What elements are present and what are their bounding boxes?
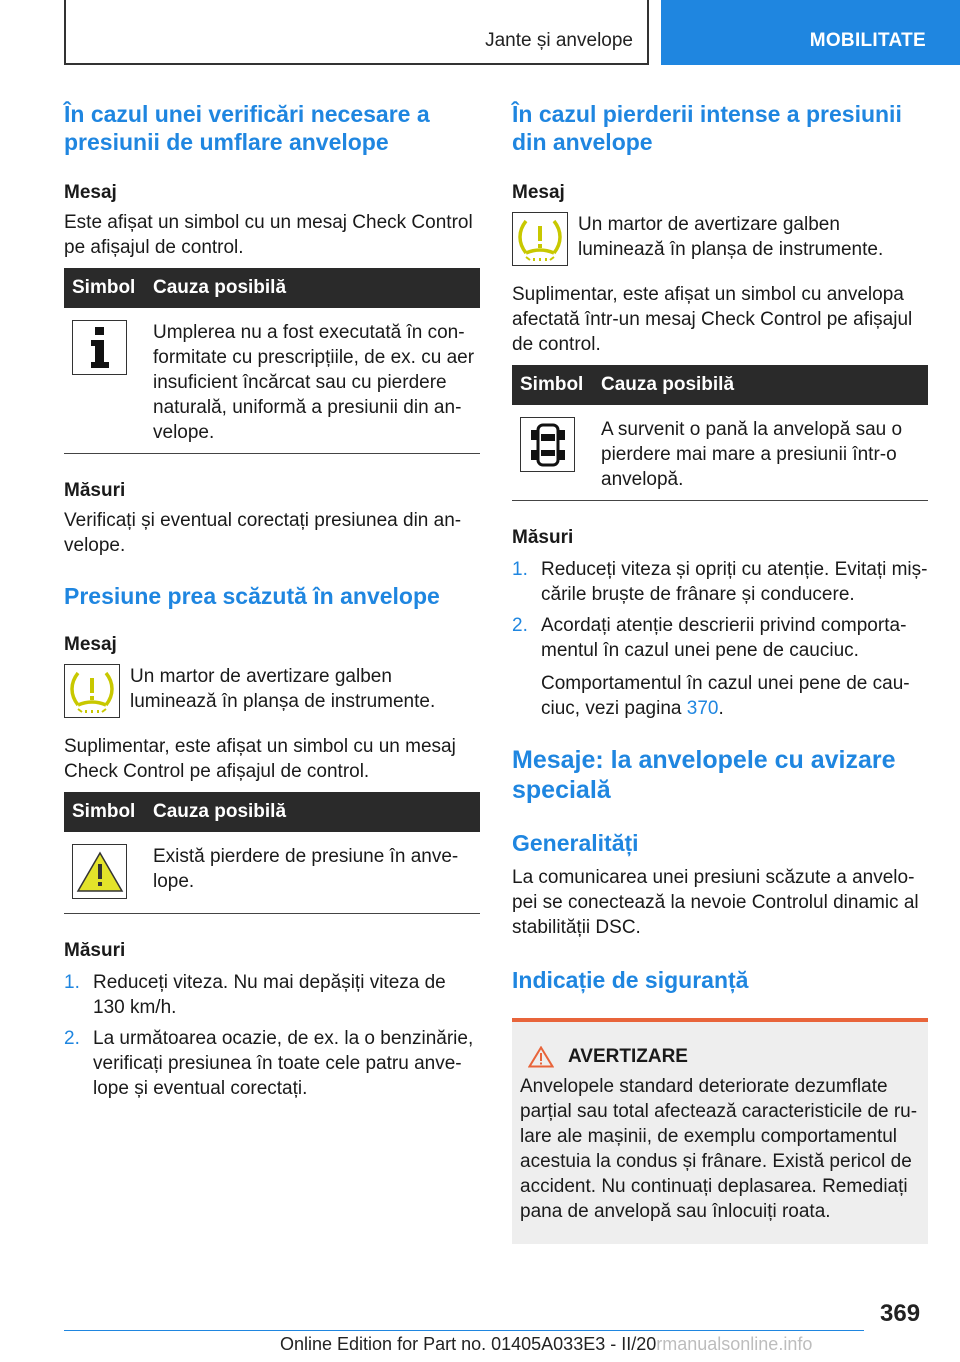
message-label: Mesaj [64, 634, 117, 655]
list-text: La următoarea ocazie, de ex. la o benzinărie, verificați presiunea în toate cele patru anvelope și eventual corectați. [93, 1028, 474, 1099]
footer-watermark: rmanualsonline.info [656, 1334, 813, 1354]
list-number: 2. [512, 615, 528, 636]
measures-label: Măsuri [512, 527, 574, 548]
cross-reference-text: Comportamentul în cazul unei pene de cauciuc, vezi pagina [541, 673, 910, 719]
subsection-title-general: Generalități [512, 830, 639, 856]
left-column [64, 100, 480, 1107]
table-header-cause: Cauza posibilă [153, 277, 287, 298]
tire-pressure-warning-icon [512, 212, 568, 266]
symbol-table-2 [64, 792, 480, 914]
measures-label: Măsuri [64, 940, 126, 961]
section-title-special-tires: Mesaje: la anvelopele cu avizare specială [512, 746, 896, 804]
table-row [64, 832, 480, 914]
list-item [512, 613, 928, 663]
table-cell-cause: Există pierdere de presiune în anvelope. [153, 846, 459, 892]
extra-text: Suplimentar, este afișat un simbol cu un mesaj Check Control pe afișajul de control. [64, 736, 456, 782]
car-tire-icon [520, 417, 575, 472]
header-section-box [64, 0, 649, 65]
page-number: 369 [880, 1300, 921, 1327]
message-text: Este afișat un simbol cu un mesaj Check Control pe afișajul de control. [64, 212, 473, 258]
list-item [64, 1026, 480, 1101]
table-header-symbol: Simbol [72, 277, 136, 298]
table-header [64, 792, 480, 832]
list-number: 2. [64, 1028, 80, 1049]
header-chapter-title: MOBILITATE [809, 30, 926, 51]
right-column [512, 100, 928, 1244]
indicator-row [512, 212, 928, 266]
section-title-low-pressure: Presiune prea scăzută în anvelope [64, 583, 440, 609]
extra-text: Suplimentar, este afișat un simbol cu anvelopa afectată într-un mesaj Check Control pe afișajul de control. [512, 284, 913, 355]
warning-text: Anvelopele standard deteriorate dezumflate parțial sau total afectează caracteristicile de rulare ale mașinii, de exemplu comportamentul acestuia la condus și frânare. Există pericol de accident. Nu continuați deplasarea. Remediați pana de anvelopă sau înlocuiți roata. [520, 1076, 918, 1222]
list-number: 1. [512, 559, 528, 580]
page-link[interactable]: 370 [686, 698, 719, 719]
list-item [64, 970, 480, 1020]
warning-header [520, 1046, 920, 1068]
list-item [512, 557, 928, 607]
table-row [512, 405, 928, 501]
list-number: 1. [64, 972, 80, 993]
section-title-pressure-check: În cazul unei verificări necesare a presiunii de umflare anvelope [64, 101, 430, 155]
table-header-symbol: Simbol [72, 801, 136, 822]
measures-list [64, 970, 480, 1101]
table-header [512, 365, 928, 405]
general-text: La comunicarea unei presiuni scăzute a anvelopei se conectează la nevoie Controlul dinamic al stabilității DSC. [512, 867, 919, 938]
list-text: Reduceți viteza. Nu mai depășiți viteza de 130 km/h. [93, 972, 446, 1018]
warning-triangle-icon [72, 844, 127, 899]
measures-list [512, 557, 928, 663]
measures-text: Verificați și eventual corectați presiunea din anvelope. [64, 510, 462, 556]
tire-pressure-warning-icon [64, 664, 120, 718]
symbol-table-3 [512, 365, 928, 501]
table-header-symbol: Simbol [520, 374, 584, 395]
table-row [64, 308, 480, 454]
list-text: Acordați atenție descrierii privind comportamentul în cazul unei pene de cauciuc. [541, 615, 907, 661]
section-title-intense-loss: În cazul pierderii intense a presiunii din anvelope [512, 101, 902, 155]
table-cell-cause: Umplerea nu a fost executată în conformitate cu prescripțiile, de ex. cu aer insuficient încărcat sau cu pierdere naturală, uniformă a presiunii din anvelope. [153, 322, 475, 443]
header-section-title: Jante și anvelope [485, 30, 633, 51]
message-label: Mesaj [64, 182, 117, 203]
subsection-title-safety: Indicație de siguranță [512, 967, 749, 993]
table-cell-cause: A survenit o pană la anvelopă sau o pierdere mai mare a presiunii într-o anvelopă. [601, 419, 903, 490]
warning-triangle-icon [528, 1046, 554, 1068]
warning-box [512, 1018, 928, 1244]
table-header [64, 268, 480, 308]
table-header-cause: Cauza posibilă [601, 374, 735, 395]
footer-divider [64, 1330, 864, 1331]
warning-title: AVERTIZARE [568, 1046, 688, 1067]
table-header-cause: Cauza posibilă [153, 801, 287, 822]
measures-label: Măsuri [64, 480, 126, 501]
message-label: Mesaj [512, 182, 565, 203]
indicator-text: Un martor de avertizare galben luminează în planșa de instrumente. [578, 214, 884, 260]
header-chapter-tab[interactable] [661, 0, 960, 65]
list-text: Reduceți viteza și opriți cu atenție. Evitați mișcările bruște de frânare și conducere. [541, 559, 928, 605]
footer-edition-text: Online Edition for Part no. 01405A033E3 - II/20 [280, 1334, 657, 1354]
footer-edition [280, 1334, 812, 1355]
indicator-row [64, 664, 480, 718]
symbol-table-1 [64, 268, 480, 454]
cross-reference: Comportamentul în cazul unei pene de cauciuc, vezi pagina 370. [541, 673, 910, 719]
indicator-text: Un martor de avertizare galben luminează în planșa de instrumente. [130, 666, 436, 712]
info-icon [72, 320, 127, 375]
